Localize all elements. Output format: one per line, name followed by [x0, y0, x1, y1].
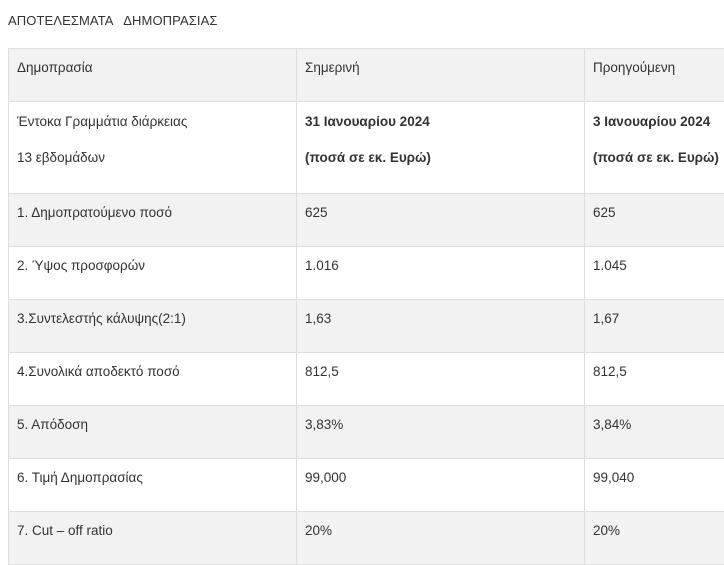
row-current: 1.016: [297, 247, 585, 300]
instrument-line1: Έντοκα Γραμμάτια διάρκειας: [17, 114, 187, 129]
header-auction: Δημοπρασία: [9, 49, 297, 102]
previous-date: 3 Ιανουαρίου 2024: [593, 114, 710, 129]
row-current: 99,000: [297, 459, 585, 512]
current-date: 31 Ιανουαρίου 2024: [305, 114, 430, 129]
current-unit: (ποσά σε εκ. Ευρώ): [305, 149, 576, 167]
previous-unit: (ποσά σε εκ. Ευρώ): [593, 149, 724, 167]
row-current: 625: [297, 194, 585, 247]
instrument-line2: 13 εβδομάδων: [17, 149, 288, 167]
row-previous: 99,040: [585, 459, 724, 512]
page-title: ΑΠΟΤΕΛΕΣΜΑΤΑ ΔΗΜΟΠΡΑΣΙΑΣ: [8, 13, 218, 28]
row-previous: 625: [585, 194, 724, 247]
row-previous: 20%: [585, 512, 724, 565]
current-date-cell: [297, 102, 585, 194]
row-previous: 1.045: [585, 247, 724, 300]
row-previous: 3,84%: [585, 406, 724, 459]
row-label: 6. Τιμή Δημοπρασίας: [9, 459, 297, 512]
table-row: [9, 353, 724, 406]
table-row: [9, 300, 724, 353]
row-label: 2. Ύψος προσφορών: [9, 247, 297, 300]
row-current: 3,83%: [297, 406, 585, 459]
table-row: [9, 194, 724, 247]
row-current: 20%: [297, 512, 585, 565]
instrument-cell: [9, 102, 297, 194]
info-row: [9, 102, 724, 194]
auction-results-table: [8, 48, 724, 565]
table-row: [9, 459, 724, 512]
table-header-row: [9, 49, 724, 102]
row-label: 5. Απόδοση: [9, 406, 297, 459]
previous-date-cell: [585, 102, 724, 194]
row-label: 1. Δημοπρατούμενο ποσό: [9, 194, 297, 247]
header-previous: Προηγούμενη: [585, 49, 724, 102]
table-row: [9, 512, 724, 565]
row-current: 1,63: [297, 300, 585, 353]
table-row: [9, 247, 724, 300]
row-previous: 1,67: [585, 300, 724, 353]
table-row: [9, 406, 724, 459]
header-current: Σημερινή: [297, 49, 585, 102]
row-label: 4.Συνολικά αποδεκτό ποσό: [9, 353, 297, 406]
row-label: 3.Συντελεστής κάλυψης(2:1): [9, 300, 297, 353]
row-label: 7. Cut – off ratio: [9, 512, 297, 565]
row-previous: 812,5: [585, 353, 724, 406]
row-current: 812,5: [297, 353, 585, 406]
